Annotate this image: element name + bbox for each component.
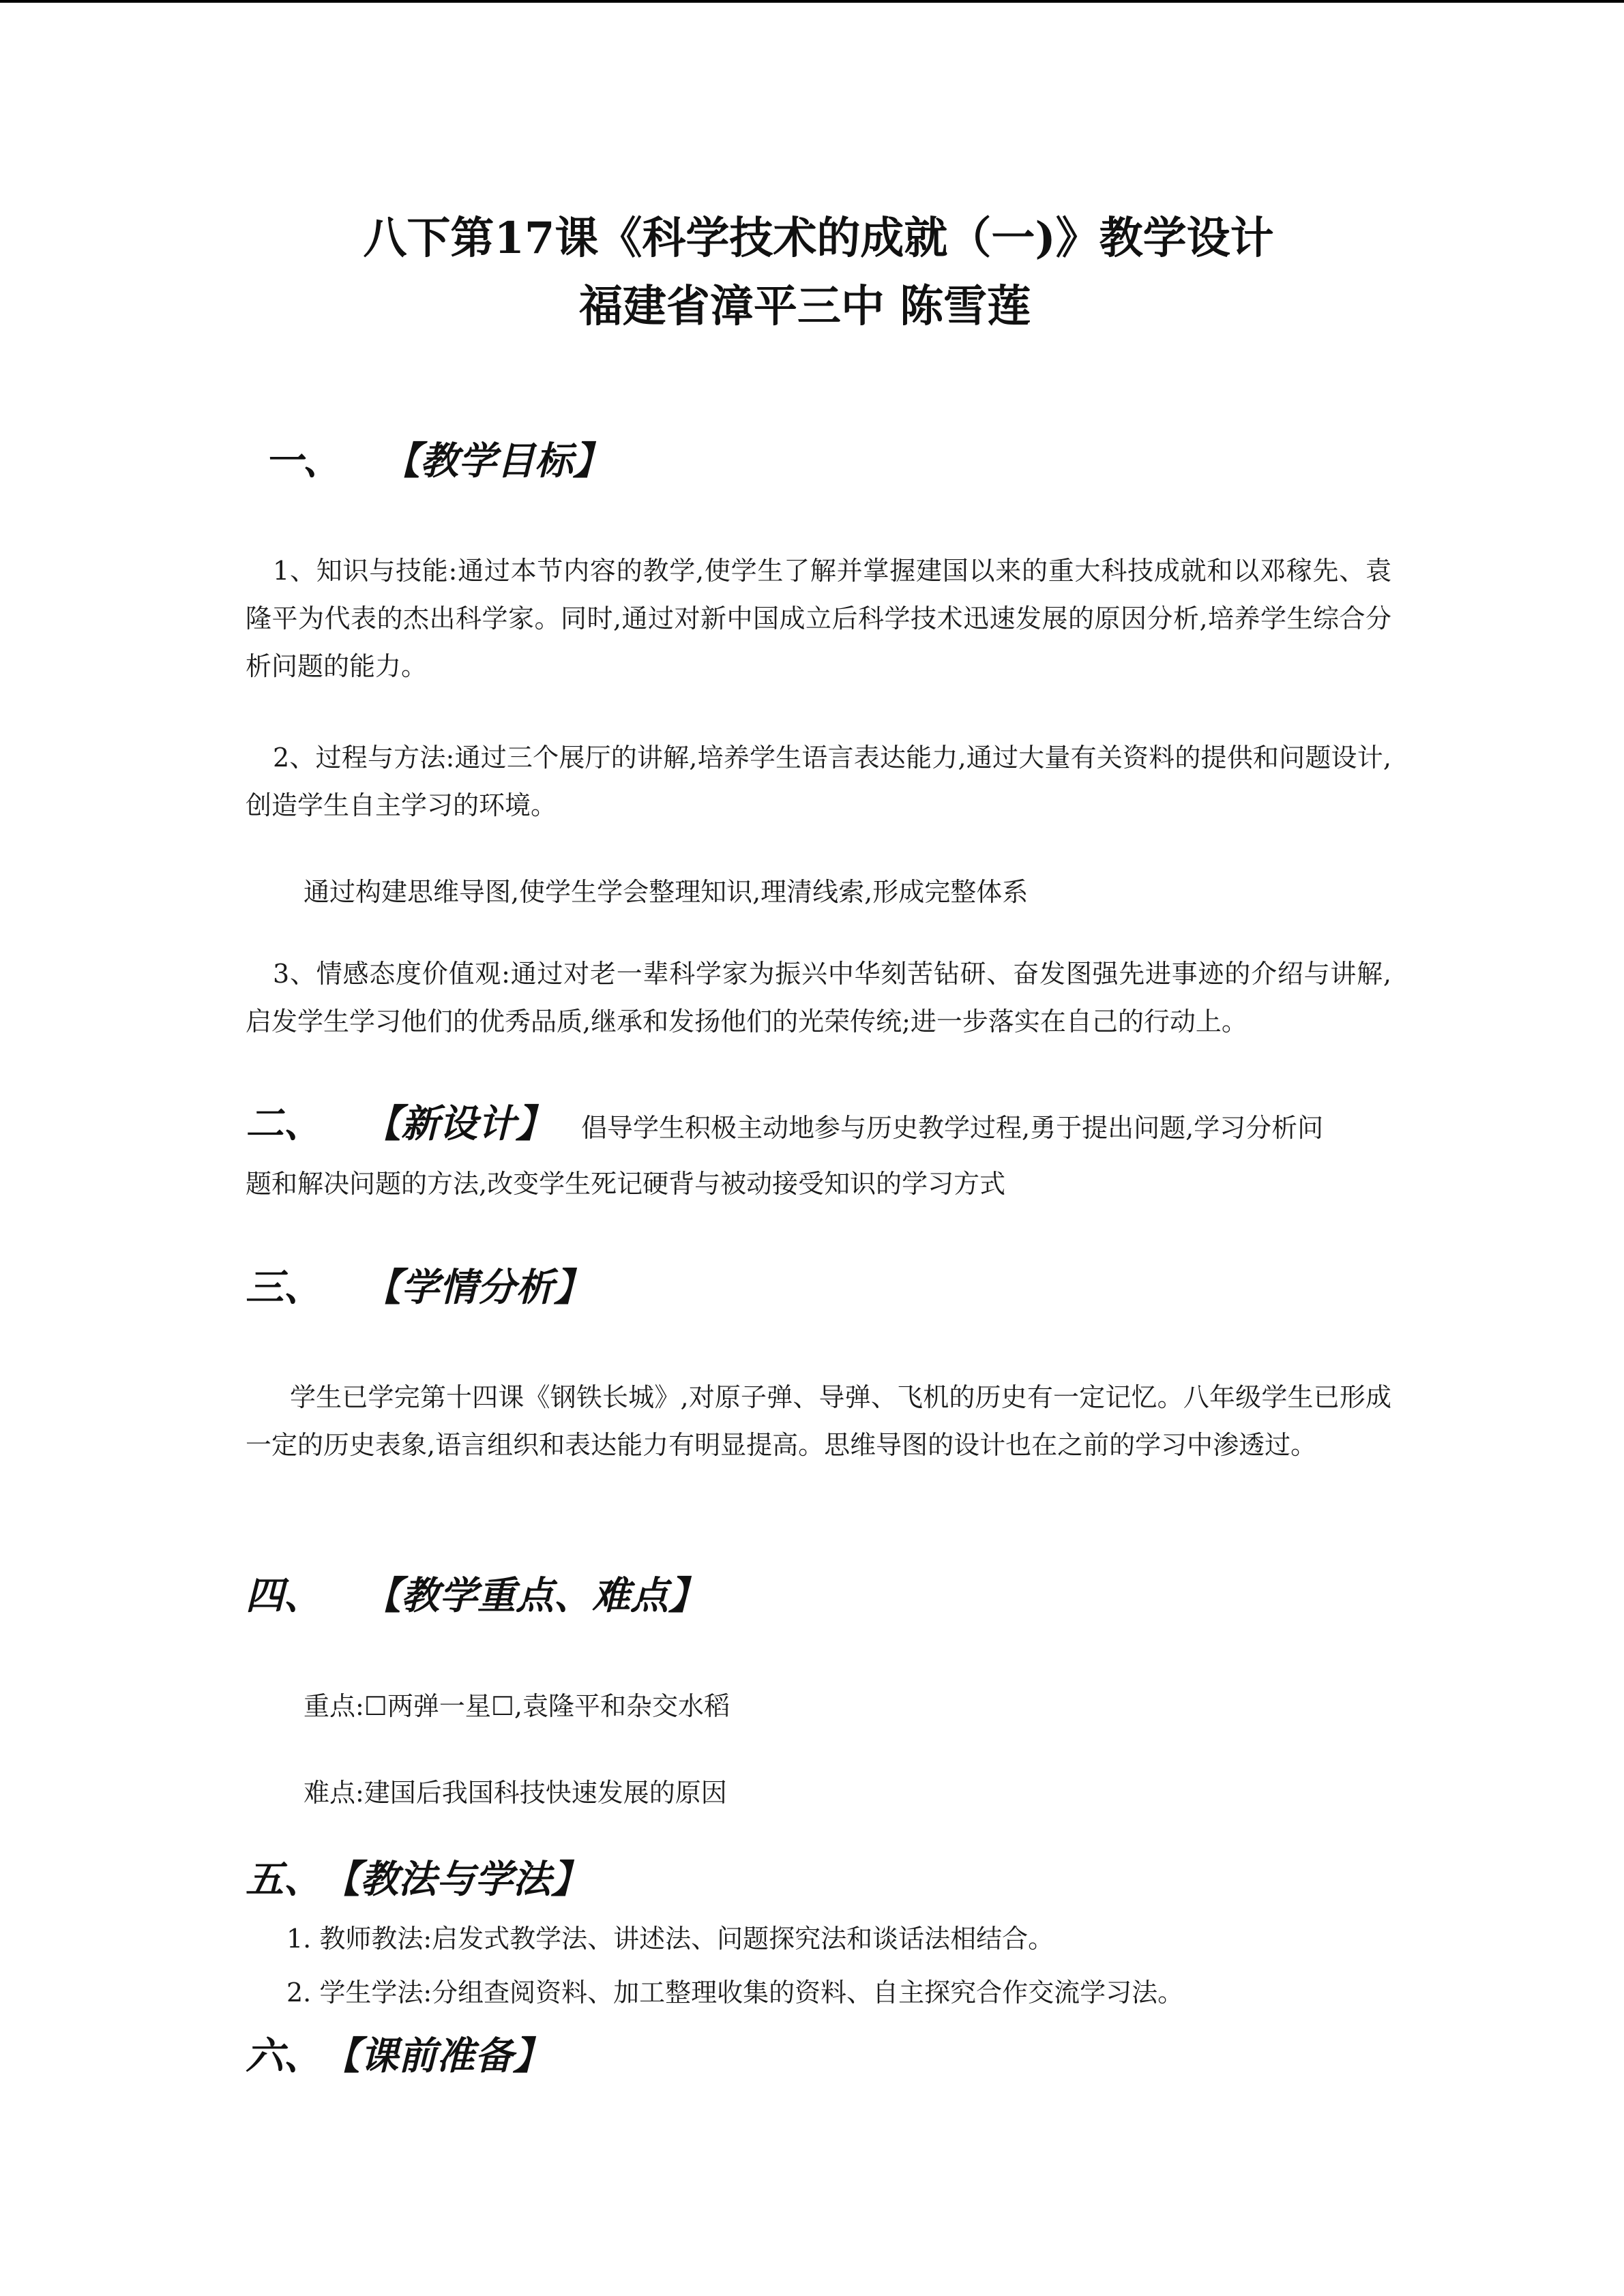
section-number: 一、 bbox=[265, 438, 341, 483]
section-number: 六、 bbox=[246, 2033, 322, 2078]
paragraph-process-method: 2、过程与方法:通过三个展厅的讲解,培养学生语言表达能力,通过大量有关资料的提供和问题设计,创造学生自主学习的环境。 bbox=[246, 743, 1391, 820]
document-title: 八下第17课《科学技术的成就（一)》教学设计 bbox=[363, 213, 1274, 264]
section-title: 【教学重点、难点】 bbox=[363, 1573, 707, 1618]
document-page bbox=[246, 0, 1391, 2296]
paragraph-new-design-continued: 题和解决问题的方法,改变学生死记硬背与被动接受知识的学习方式 bbox=[246, 1169, 1006, 1199]
section-heading-objectives bbox=[265, 434, 611, 488]
paragraph-emotion-values: 3、情感态度价值观:通过对老一辈科学家为振兴中华刻苦钻研、奋发图强先进事迹的介绍与讲解,启发学生学习他们的优秀品质,继承和发扬他们的光荣传统;进一步落实在自己的行动上。 bbox=[246, 959, 1391, 1037]
section-inline-text: 倡导学生积极主动地参与历史教学过程,勇于提出问题,学习分析问 bbox=[581, 1113, 1324, 1143]
section-number: 三、 bbox=[246, 1265, 322, 1310]
list-item-learning-method: 2. 学生学法:分组查阅资料、加工整理收集的资料、自主探究合作交流学习法。 bbox=[286, 1978, 1184, 2008]
section-title: 【教法与学法】 bbox=[322, 1857, 589, 1902]
paragraph-difficult-point: 难点:建国后我国科技快速发展的原因 bbox=[304, 1778, 727, 1808]
section-heading-methods bbox=[246, 1852, 589, 1907]
section-title: 【课前准备】 bbox=[322, 2033, 551, 2078]
section-number: 五、 bbox=[246, 1857, 322, 1902]
section-number: 二、 bbox=[246, 1101, 322, 1146]
paragraph-knowledge-skills: 1、知识与技能:通过本节内容的教学,使学生了解并掌握建国以来的重大科技成就和以邓稼先、袁隆平为代表的杰出科学家。同时,通过对新中国成立后科学技术迅速发展的原因分析,培养学生综合分析问题的能力。 bbox=[246, 556, 1391, 681]
author-line: 福建省漳平三中 陈雪莲 bbox=[578, 281, 1031, 332]
section-heading-new-design bbox=[246, 1097, 1323, 1155]
section-heading-learner-analysis bbox=[246, 1260, 592, 1315]
section-title: 【学情分析】 bbox=[363, 1265, 592, 1310]
section-title: 【新设计】 bbox=[363, 1101, 554, 1146]
paragraph-key-point: 重点:☐两弹一星☐,袁隆平和杂交水稻 bbox=[304, 1691, 730, 1721]
section-number: 四、 bbox=[246, 1573, 322, 1618]
section-heading-preparation bbox=[246, 2029, 551, 2083]
paragraph-learner-analysis: 学生已学完第十四课《钢铁长城》,对原子弹、导弹、飞机的历史有一定记忆。八年级学生已形成一定的历史表象,语言组织和表达能力有明显提高。思维导图的设计也在之前的学习中渗透过。 bbox=[246, 1382, 1391, 1460]
list-item-teaching-method: 1. 教师教法:启发式教学法、讲述法、问题探究法和谈话法相结合。 bbox=[286, 1924, 1054, 1954]
section-title: 【教学目标】 bbox=[382, 438, 611, 483]
paragraph-mindmap: 通过构建思维导图,使学生学会整理知识,理清线索,形成完整体系 bbox=[304, 877, 1029, 907]
section-heading-key-points bbox=[246, 1568, 707, 1623]
